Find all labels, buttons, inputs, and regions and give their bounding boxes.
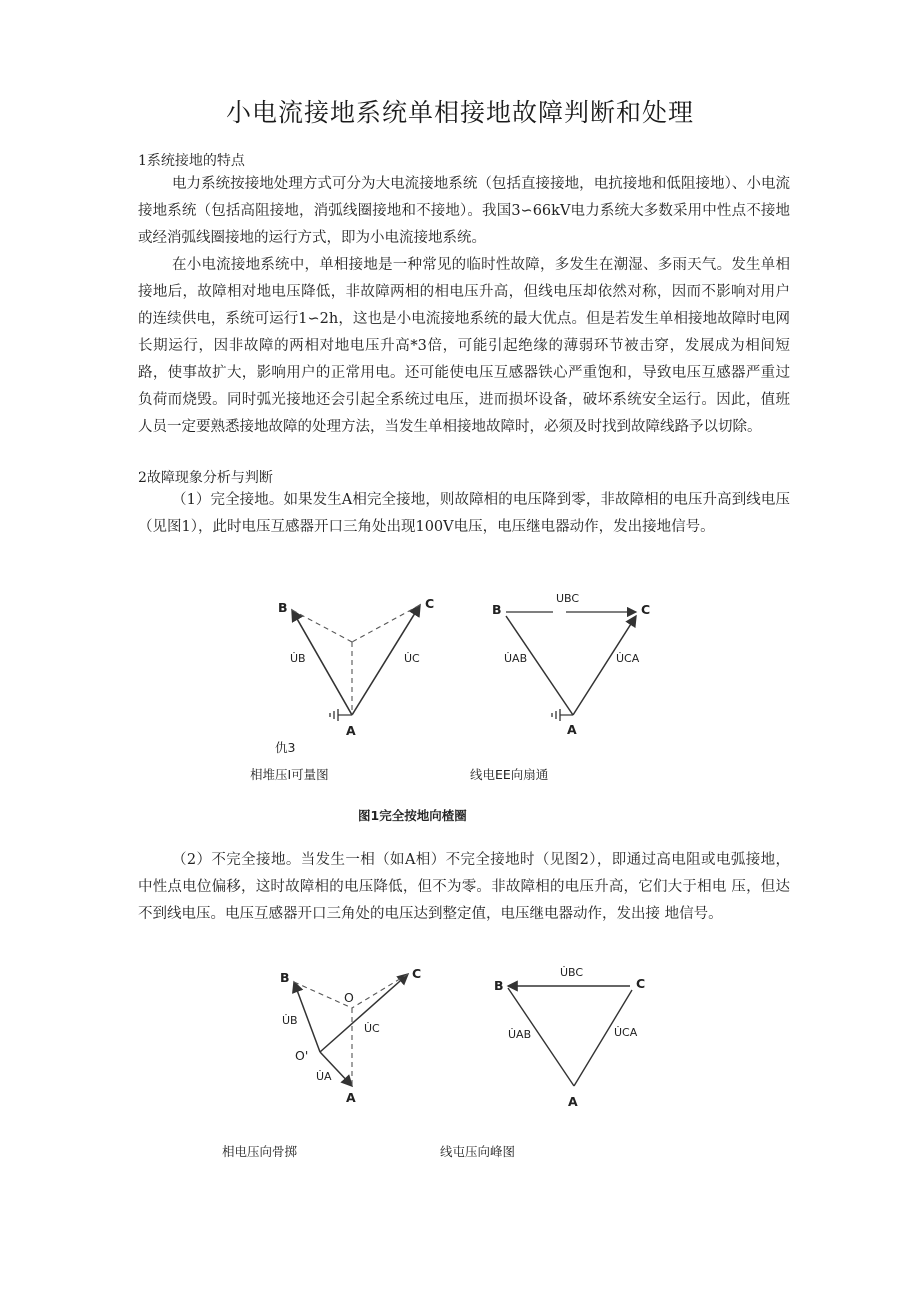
paragraph-3: （1）完全接地。如果发生A相完全接地，则故障相的电压降到零，非故障相的电压升高到线电压（见图1），此时电压互感器开口三角处出现100V电压，电压继电器动作，发出接地信号。 [138, 492, 790, 535]
line-ab [506, 616, 573, 715]
fig2-right-node-a: A [568, 1094, 578, 1109]
fig2-right-node-c: C [636, 976, 646, 991]
fig2-left-node-a: A [346, 1090, 356, 1105]
figure2-line-diagram [490, 962, 670, 1112]
fig1-left-vector-ub: U̇B [290, 652, 306, 665]
section-heading-1: 1系统接地的特点 [138, 153, 245, 169]
fig1-right-node-b: B [492, 602, 502, 617]
vector2-uc-line [320, 974, 408, 1052]
fig1-right-node-a: A [567, 722, 577, 737]
figure2-phase-diagram [270, 962, 450, 1112]
fig2-right-node-b: B [494, 978, 504, 993]
fig2-left-vector-ua: U̇A [316, 1070, 332, 1083]
fig1-left-node-c: C [425, 596, 435, 611]
document-title: 小电流接地系统单相接地故障判断和处理 [225, 98, 694, 127]
figure1-line-diagram [488, 590, 678, 745]
fig1-left-node-a: A [346, 723, 356, 738]
paragraph-2: 在小电流接地系统中，单相接地是一种常见的临时性故障，多发生在潮湿、多雨天气。发生单相接地后，故障相对地电压降低，非故障两相的相电压升高，但线电压却依然对称，因而不影响对用户的连续供电，系统可运行1∽2h，这也是小电流接地系统的最大优点。但是若发生单相接地故障时电网长期运行，因非故障的两相对地电压升高*3倍，可能引起绝缘的薄弱环节被击穿，发展成为相间短路，使事故扩大，影响用户的正常用电。还可能使电压互感器铁心严重饱和，导致电压互感器严重过负荷而烧毁。同时弧光接地还会引起全系统过电压，进而损坏设备，破坏系统安全运行。因此，值班人员一定要熟悉接地故障的处理方法，当发生单相接地故障时，必须及时找到故障线路予以切除。 [138, 257, 790, 435]
paragraph-1: 电力系统按接地处理方式可分为大电流接地系统（包括直接接地，电抗接地和低阻接地）、小电流接地系统（包括高阻接地，消弧线圈接地和不接地）。我国3∽66kV电力系统大多数采用中性点不接地或经消弧线圈接地的运行方式，即为小电流接地系统。 [138, 176, 790, 246]
fig2-right-caption: 线屯压向峰图 [440, 1144, 516, 1159]
line-ca [573, 616, 636, 715]
fig2-left-vector-ub: U̇B [282, 1014, 298, 1027]
fig2-left-node-o: O [344, 990, 354, 1005]
paragraph-4: （2）不完全接地。当发生一相（如A相）不完全接地时（见图2），即通过高电阻或电弧接地， 中性点电位偏移，这时故障相的电压降低，但不为零。非故障相的电压升高，它们大于相电 压，但达不到线电压。电压互感器开口三角处的电压达到整定值，电压继电器动作，发出接 地信号。 [138, 852, 790, 922]
fig2-left-vector-uc: U̇C [364, 1022, 380, 1035]
dashed-c-neutral [352, 605, 420, 642]
fig1-left-extra-label: 仇3 [275, 740, 296, 755]
figure1-phase-diagram [270, 590, 470, 755]
dashed2-c-o [352, 974, 408, 1008]
fig2-left-caption: 相电压向骨掷 [222, 1144, 298, 1159]
fig1-left-vector-uc: U̇C [404, 652, 420, 665]
fig2-left-node-o-prime: O' [295, 1048, 309, 1063]
fig2-right-vector-ubc: U̇BC [560, 966, 584, 979]
figure1-caption: 图1完全按地向楂圈 [358, 808, 467, 823]
fig1-right-node-c: C [641, 602, 651, 617]
fig1-right-vector-uab: U̇AB [504, 652, 528, 665]
fig2-right-vector-uab: U̇AB [508, 1028, 532, 1041]
fig1-right-vector-ubc: UBC [556, 592, 580, 605]
fig1-left-node-b: B [278, 600, 288, 615]
fig1-left-caption: 相堆压I可量图 [250, 767, 329, 782]
fig2-right-vector-uca: U̇CA [614, 1026, 638, 1039]
fig1-right-caption: 线电EE向扇通 [470, 767, 549, 782]
fig1-right-vector-uca: U̇CA [616, 652, 640, 665]
fig2-left-node-b: B [280, 970, 290, 985]
section-heading-2: 2故障现象分析与判断 [138, 470, 273, 486]
fig2-left-node-c: C [412, 966, 422, 981]
